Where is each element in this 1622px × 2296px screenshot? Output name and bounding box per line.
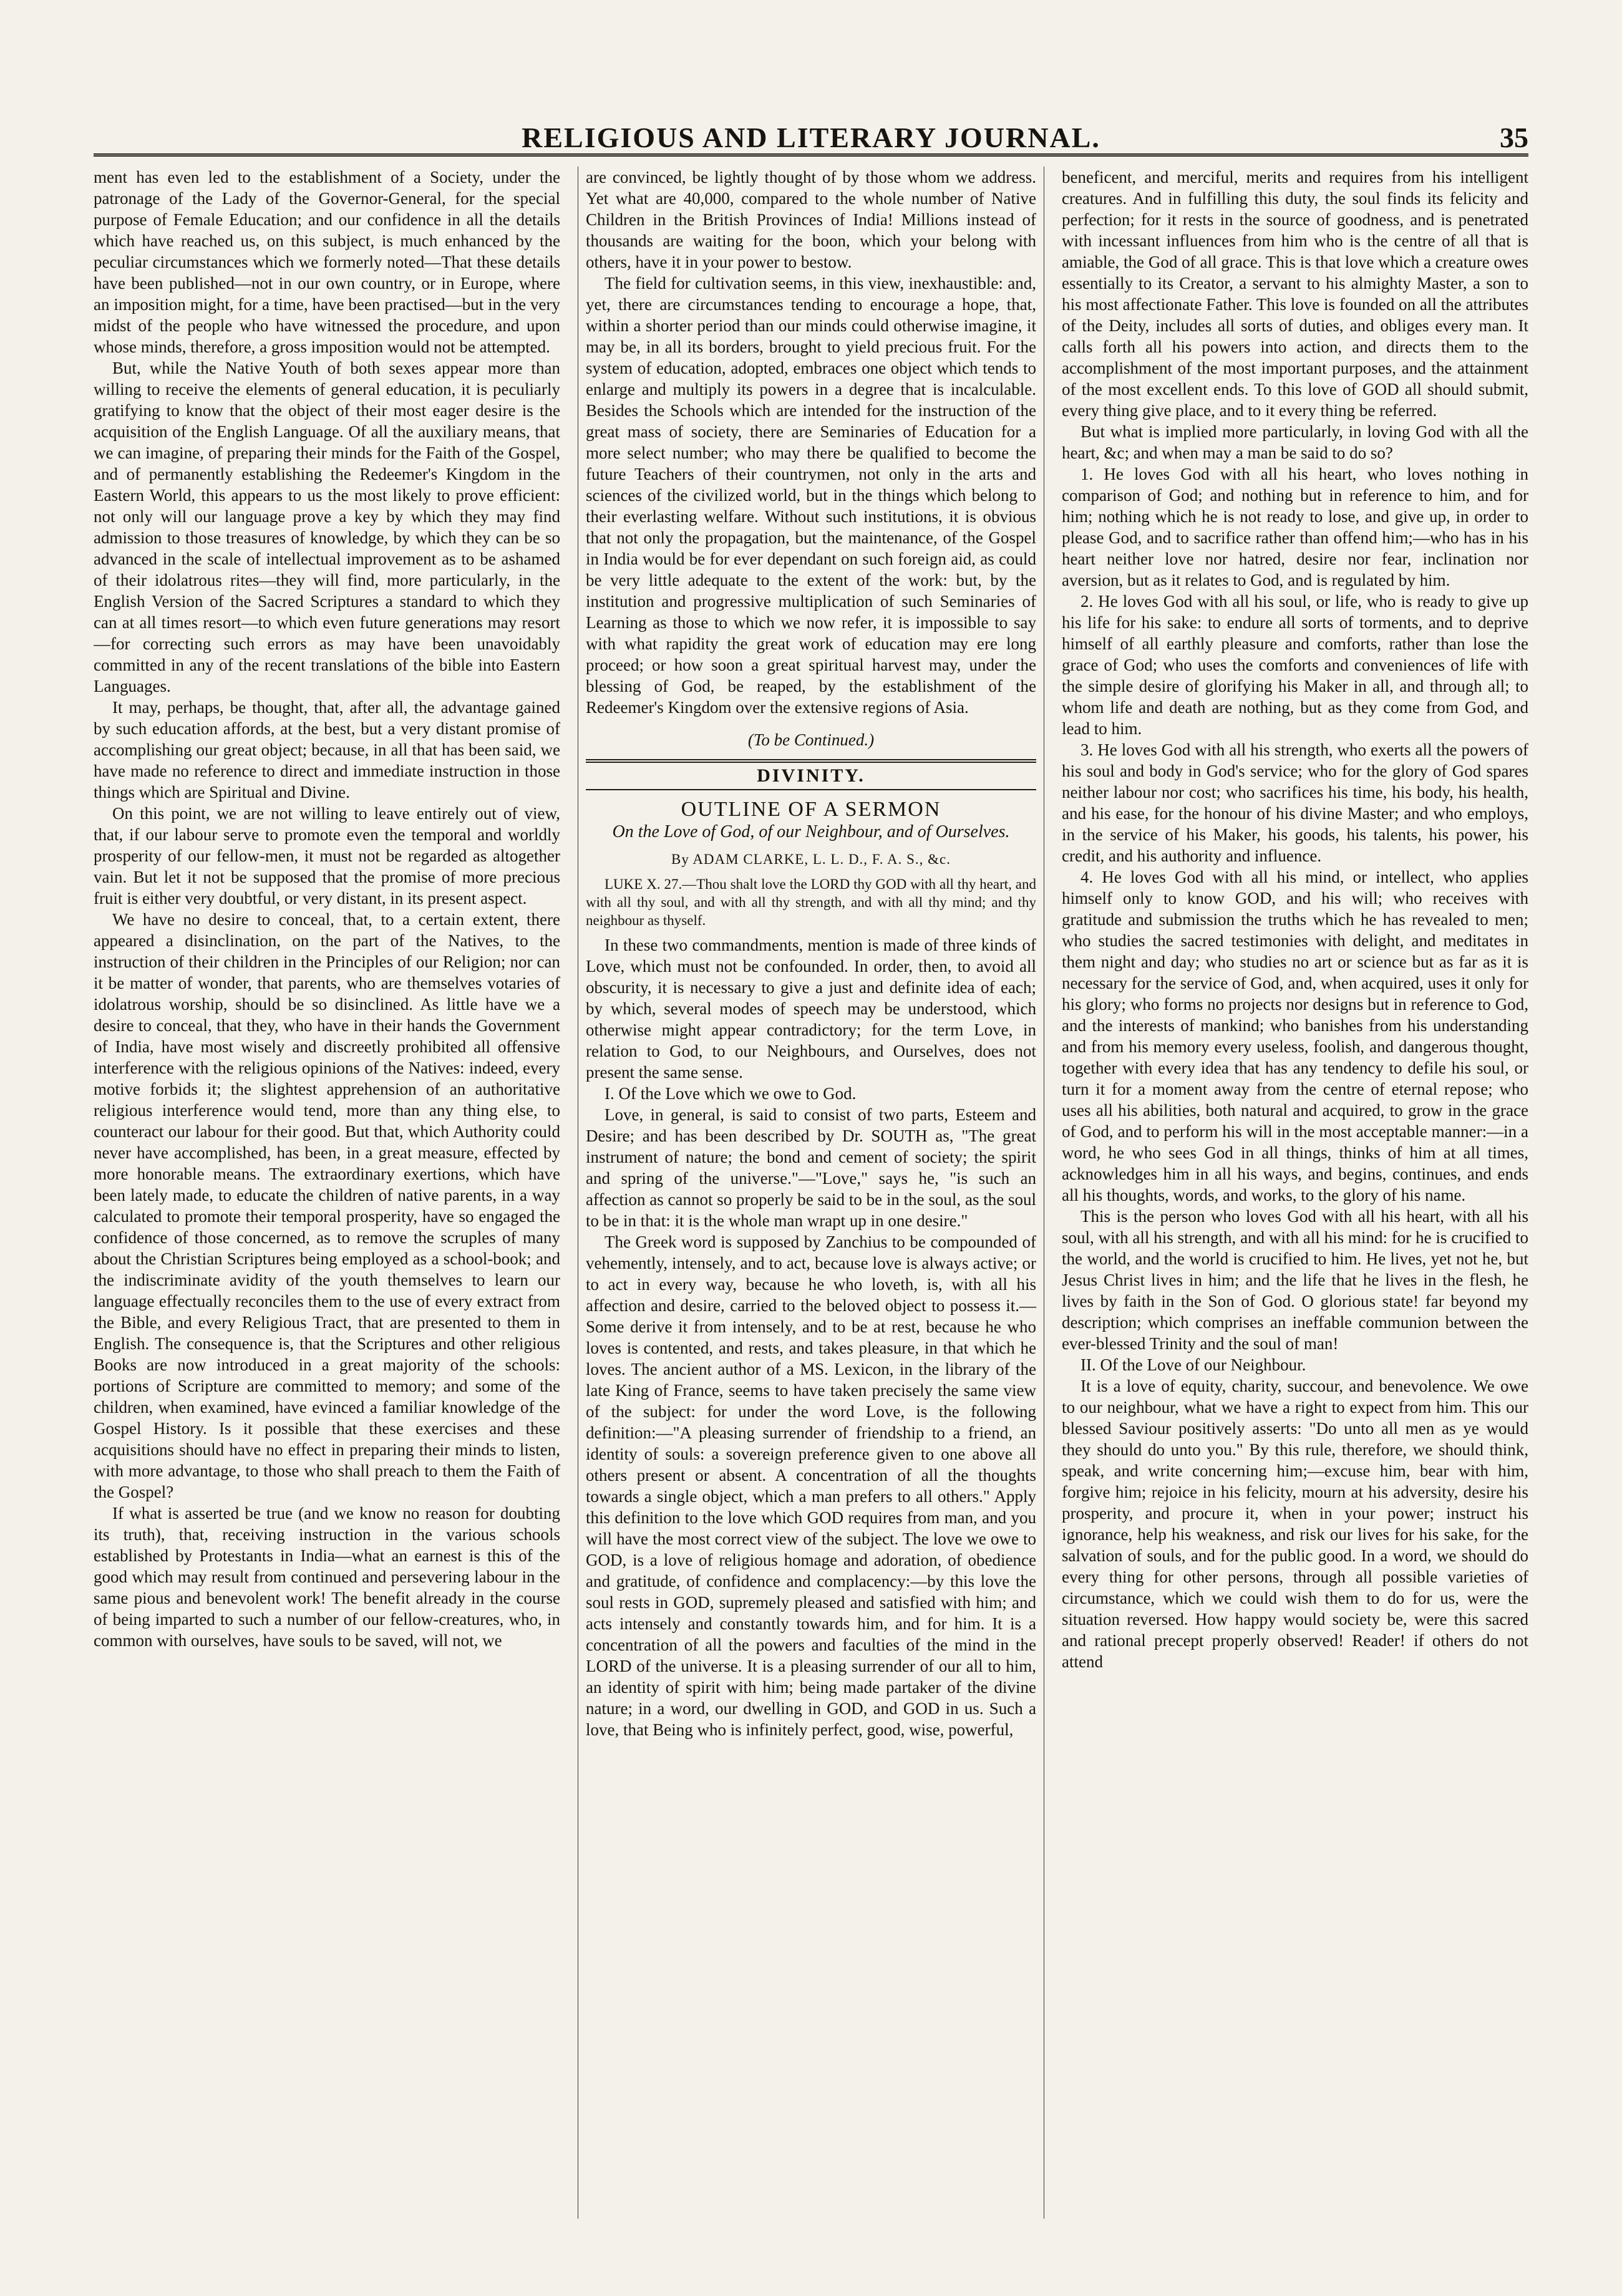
journal-page xyxy=(94,119,1528,2221)
column-2 xyxy=(578,167,1044,2219)
paragraph: If what is asserted be true (and we know no reason for doubting its truth), that, receiving instruction in the various schools established by Protestants in India—what an earnest is this of the good which may result from continued and persevering labour in the same pious and benevolent work! The benefit already in the course of being imparted to such a number of our fellow-creatures, who, in common with ourselves, have souls to be saved, will not, we xyxy=(94,1504,560,1650)
sermon-title: OUTLINE OF A SERMON xyxy=(681,798,941,821)
paragraph: It may, perhaps, be thought, that, after all, the advantage gained by such education affords, at the best, but a very distant promise of accomplishing our great object; because, in all that has been said, we have made no reference to direct and immediate instruction in those things which are Spiritual and Divine. xyxy=(94,698,560,802)
section-heading: DIVINITY. xyxy=(586,765,1036,790)
sermon-subtitle: On the Love of God, of our Neighbour, and of Ourselves. xyxy=(612,822,1010,841)
section-divider xyxy=(586,759,1036,763)
journal-title: RELIGIOUS AND LITERARY JOURNAL. xyxy=(522,122,1100,153)
paragraph: I. Of the Love which we owe to God. xyxy=(605,1084,857,1103)
paragraph: But what is implied more particularly, in loving God with all the heart, &c; and when may a man be said to do so? xyxy=(1062,422,1528,462)
continued-note: (To be Continued.) xyxy=(747,730,875,749)
author-byline: By ADAM CLARKE, L. L. D., F. A. S., &c. xyxy=(671,851,951,867)
paragraph: II. Of the Love of our Neighbour. xyxy=(1081,1355,1306,1374)
paragraph: The field for cultivation seems, in this view, inexhaustible: and, yet, there are circumstances tending to encourage a hope, that, within a shorter period than our minds could otherwise imagine, it may be, in all its borders, brought to yield precious fruit. For the system of education, adopted, embraces one object which tends to enlarge and multiply its powers in a degree that is incalculable. Besides the Schools which are intended for the instruction of the great mass of society, there are Seminaries of Education for a more select number; who may there be qualified to become the future Teachers of their countrymen, not only in the arts and sciences of the civilized world, but in the things which belong to their everlasting welfare. Without such institutions, it is obvious that not only the propagation, but the maintenance, of the Gospel in India would be for ever dependant on such foreign aid, as could be very little adequate to the extent of the work: but, by the institution and progressive multiplication of such Seminaries of Learning as those to which we now refer, it is impossible to say with what rapidity the great work of education may ere long proceed; or how soon a great spiritual harvest may, under the blessing of God, be reaped, by the establishment of the Redeemer's Kingdom over the extensive regions of Asia. xyxy=(586,274,1036,717)
column-1 xyxy=(94,167,560,2219)
scripture-quote: LUKE X. 27.—Thou shalt love the LORD thy GOD with all thy heart, and with all thy soul, and with all thy strength, and with all thy mind; and thy neighbour as thyself. xyxy=(586,876,1036,928)
paragraph: are convinced, be lightly thought of by those whom we address. Yet what are 40,000, compared to the whole number of Native Children in the British Provinces of India! Millions instead of thousands are waiting for the boon, which your belong with others, have it in your power to bestow. xyxy=(586,168,1036,271)
column-3 xyxy=(1062,167,1528,2219)
paragraph: 4. He loves God with all his mind, or intellect, who applies himself only to know GOD, and his will; who receives with gratitude and submission the truths which he has revealed to men; who studies the sacred testimonies with delight, and meditates in them night and day; who studies no art or science but as far as it is necessary for the service of God, and, when acquired, uses it only for his glory; who forms no projects nor designs but in reference to God, and the interests of mankind; who banishes from his understanding and from his memory every useless, foolish, and dangerous thought, together with every idea that has any tendency to defile his soul, or turn it for a moment away from the centre of eternal repose; who uses all his abilities, both natural and acquired, to grow in the grace of God, and to perform his will in the most acceptable manner:—in a word, he who sees God in all things, thinks of him at all times, acknowledges him in all his ways, and begins, continues, and ends all his thoughts, words, and works, to the glory of his name. xyxy=(1062,868,1528,1204)
paragraph: ment has even led to the establishment of a Society, under the patronage of the Lady of the Governor-General, for the special purpose of Female Education; and our confidence in all the details which have reached us, on this subject, is much enhanced by the peculiar circumstances which we formerly noted—That these details have been published—not in our own country, or in Europe, where an imposition might, for a time, have been practised—but in the very midst of the people who have witnessed the procedure, and upon whose minds, therefore, a gross imposition would not be attempted. xyxy=(94,168,560,356)
paragraph: On this point, we are not willing to leave entirely out of view, that, if our labour serve to promote even the temporal and worldly prosperity of our fellow-men, it must not be regarded as altogether vain. But let it not be supposed that the promise of more precious fruit is either very doubtful, or very distant, in its present aspect. xyxy=(94,804,560,908)
paragraph: 3. He loves God with all his strength, who exerts all the powers of his soul and body in God's service; who for the glory of God spares neither labour nor cost; who sacrifices his time, his body, his health, and his ease, for the honour of his divine Master; and who employs, in the service of his Maker, his goods, his talents, his power, his credit, and his authority and influence. xyxy=(1062,740,1528,865)
paragraph: This is the person who loves God with all his heart, with all his soul, with all his strength, and with all his mind: for he is crucified to the world, and the world is crucified to him. He lives, yet not he, but Jesus Christ lives in him; and the life that he lives in the flesh, he lives by faith in the Son of God. O glorious state! far beyond my description; which comprises an ineffable communion between the ever-blessed Trinity and the soul of man! xyxy=(1062,1207,1528,1353)
paragraph: In these two commandments, mention is made of three kinds of Love, which must not be confounded. In order, then, to avoid all obscurity, it is necessary to give a just and definite idea of each; by which, several modes of speech may be understood, which otherwise might appear contradictory; for the term Love, in relation to God, to our Neighbours, and Ourselves, does not present the same sense. xyxy=(586,936,1036,1082)
page-number: 35 xyxy=(1500,122,1528,153)
paragraph: The Greek word is supposed by Zanchius to be compounded of vehemently, intensely, and to act, because love is always active; or to act in every way, because he who loveth, is, with all his affection and desire, carried to the beloved object to possess it.—Some derive it from intensely, and to be at rest, because he who loves is contented, and rests, and takes pleasure, in that which he loves. The ancient author of a MS. Lexicon, in the library of the late King of France, seems to have taken precisely the same view of the subject: for under the word Love, is the following definition:—"A pleasing surrender of friendship to a friend, an identity of souls: a sovereign preference given to one above all others present or absent. A concentration of all the thoughts towards a single object, which a man prefers to all others." Apply this definition to the love which GOD requires from man, and you will have the most correct view of the subject. The love we owe to GOD, is a love of religious homage and adoration, of obedience and gratitude, of confidence and complacency:—by this love the soul rests in GOD, supremely pleased and satisfied with him; and acts intensely and constantly towards him, and for him. It is a concentration of all the powers and faculties of the mind in the LORD of the universe. It is a pleasing surrender of our all to him, an identity of spirit with him; being made partaker of the divine nature; in a word, our dwelling in GOD, and GOD in us. Such a love, that Being who is infinitely perfect, good, wise, powerful, xyxy=(586,1233,1036,1739)
paragraph: 2. He loves God with all his soul, or life, who is ready to give up his life for his sake: to endure all sorts of torments, and to deprive himself of all earthly pleasure and comforts, rather than lose the grace of God; who uses the comforts and conveniences of life with the simple desire of glorifying his Maker in all, and through all; to whom life and death are nothing, but as they come from God, and lead to him. xyxy=(1062,592,1528,738)
paragraph: It is a love of equity, charity, succour, and benevolence. We owe to our neighbour, what we have a right to expect from him. This our blessed Saviour positively asserts: "Do unto all men as ye would they should do unto you." By this rule, therefore, we should think, speak, and write concerning him;—excuse him, bear with him, forgive him; rejoice in his felicity, mourn at his adversity, desire his prosperity, and procure it, when in your power; instruct his ignorance, help his weakness, and risk our lives for his sake, for the salvation of souls, and for the public good. In a word, we should do every thing for other persons, through all possible varieties of circumstance, which we could wish them to do for us, were the situation reversed. How happy would society be, were this sacred and rational precept properly observed! Reader! if others do not attend xyxy=(1062,1377,1528,1671)
page-header xyxy=(94,119,1528,157)
paragraph: Love, in general, is said to consist of two parts, Esteem and Desire; and has been described by Dr. SOUTH as, "The great instrument of nature; the bond and cement of society; the spirit and spring of the universe."—"Love," says he, "is such an affection as cannot so properly be said to be in the soul, as the soul to be in that: it is the whole man wrapt up in one desire." xyxy=(586,1105,1036,1230)
paragraph: But, while the Native Youth of both sexes appear more than willing to receive the elements of general education, it is peculiarly gratifying to know that the object of their most eager desire is the acquisition of the English Language. Of all the auxiliary means, that we can imagine, of preparing their minds for the Faith of the Gospel, and of permanently establishing the Redeemer's Kingdom in the Eastern World, this appears to us the most likely to prove efficient: not only will our language prove a key by which they may find admission to those treasures of knowledge, by which they can be so advanced in the scale of intellectual improvement as to be ashamed of their idolatrous rites—they will find, more particularly, in the English Version of the Sacred Scriptures a standard to which they can at all times resort—to which even future generations may resort—for correcting such errors as may have been unavoidably committed in any of the recent translations of the bible into Eastern Languages. xyxy=(94,359,560,695)
paragraph: beneficent, and merciful, merits and requires from his intelligent creatures. And in fulfilling this duty, the soul finds its felicity and perfection; for it rests in the source of goodness, and is penetrated with incessant influences from him who is the centre of all that is amiable, the God of all grace. This is that love which a creature owes essentially to its Creator, a servant to his almighty Master, a son to his most affectionate Father. This love is founded on all the attributes of the Deity, includes all sorts of duties, and obliges every man. It calls forth all his powers into action, and directs them to the accomplishment of the most important purposes, and the attainment of the most excellent ends. To this love of GOD all should submit, every thing give place, and to it every thing be referred. xyxy=(1062,168,1528,420)
paragraph: 1. He loves God with all his heart, who loves nothing in comparison of God; and nothing but in reference to him, and for him; nothing which he is not ready to lose, and give up, in order to please God, and to sacrifice rather than offend him;—who has in his heart neither love nor hatred, desire nor fear, inclination nor aversion, but as it relates to God, and is regulated by him. xyxy=(1062,465,1528,589)
paragraph: We have no desire to conceal, that, to a certain extent, there appeared a disinclination, on the part of the Natives, to the instruction of their children in the Principles of our Religion; nor can it be matter of wonder, that parents, who are themselves votaries of idolatrous worship, should be so disinclined. As little have we a desire to conceal, that they, who have in their hands the Government of India, have most wisely and discreetly prohibited all offensive interference with the religious opinions of the Natives: indeed, every motive forbids it; the slightest apprehension of an authoritative religious interference would tend, more than any thing else, to counteract our labour for their good. But that, which Authority could never have accomplished, has been, in a great measure, effected by more honorable means. The extraordinary exertions, which have been lately made, to educate the children of native parents, in a way calculated to promote their temporal prosperity, have so engaged the confidence of those concerned, as to remove the scruples of many about the Christian Scriptures being employed as a school-book; and the indiscriminate avidity of the youth themselves to learn our language effectually reconciles them to the use of every extract from the Bible, and every Religious Tract, that are presented to them in English. The consequence is, that the Scriptures and other religious Books are now introduced in a great majority of the schools: portions of Scripture are committed to memory; and some of the children, when examined, have evinced a familiar knowledge of the Gospel History. Is it possible that these exercises and these acquisitions should have no effect in preparing their minds to listen, with more advantage, to those who shall preach to them the Faith of the Gospel? xyxy=(94,910,560,1501)
text-columns xyxy=(94,167,1528,2219)
